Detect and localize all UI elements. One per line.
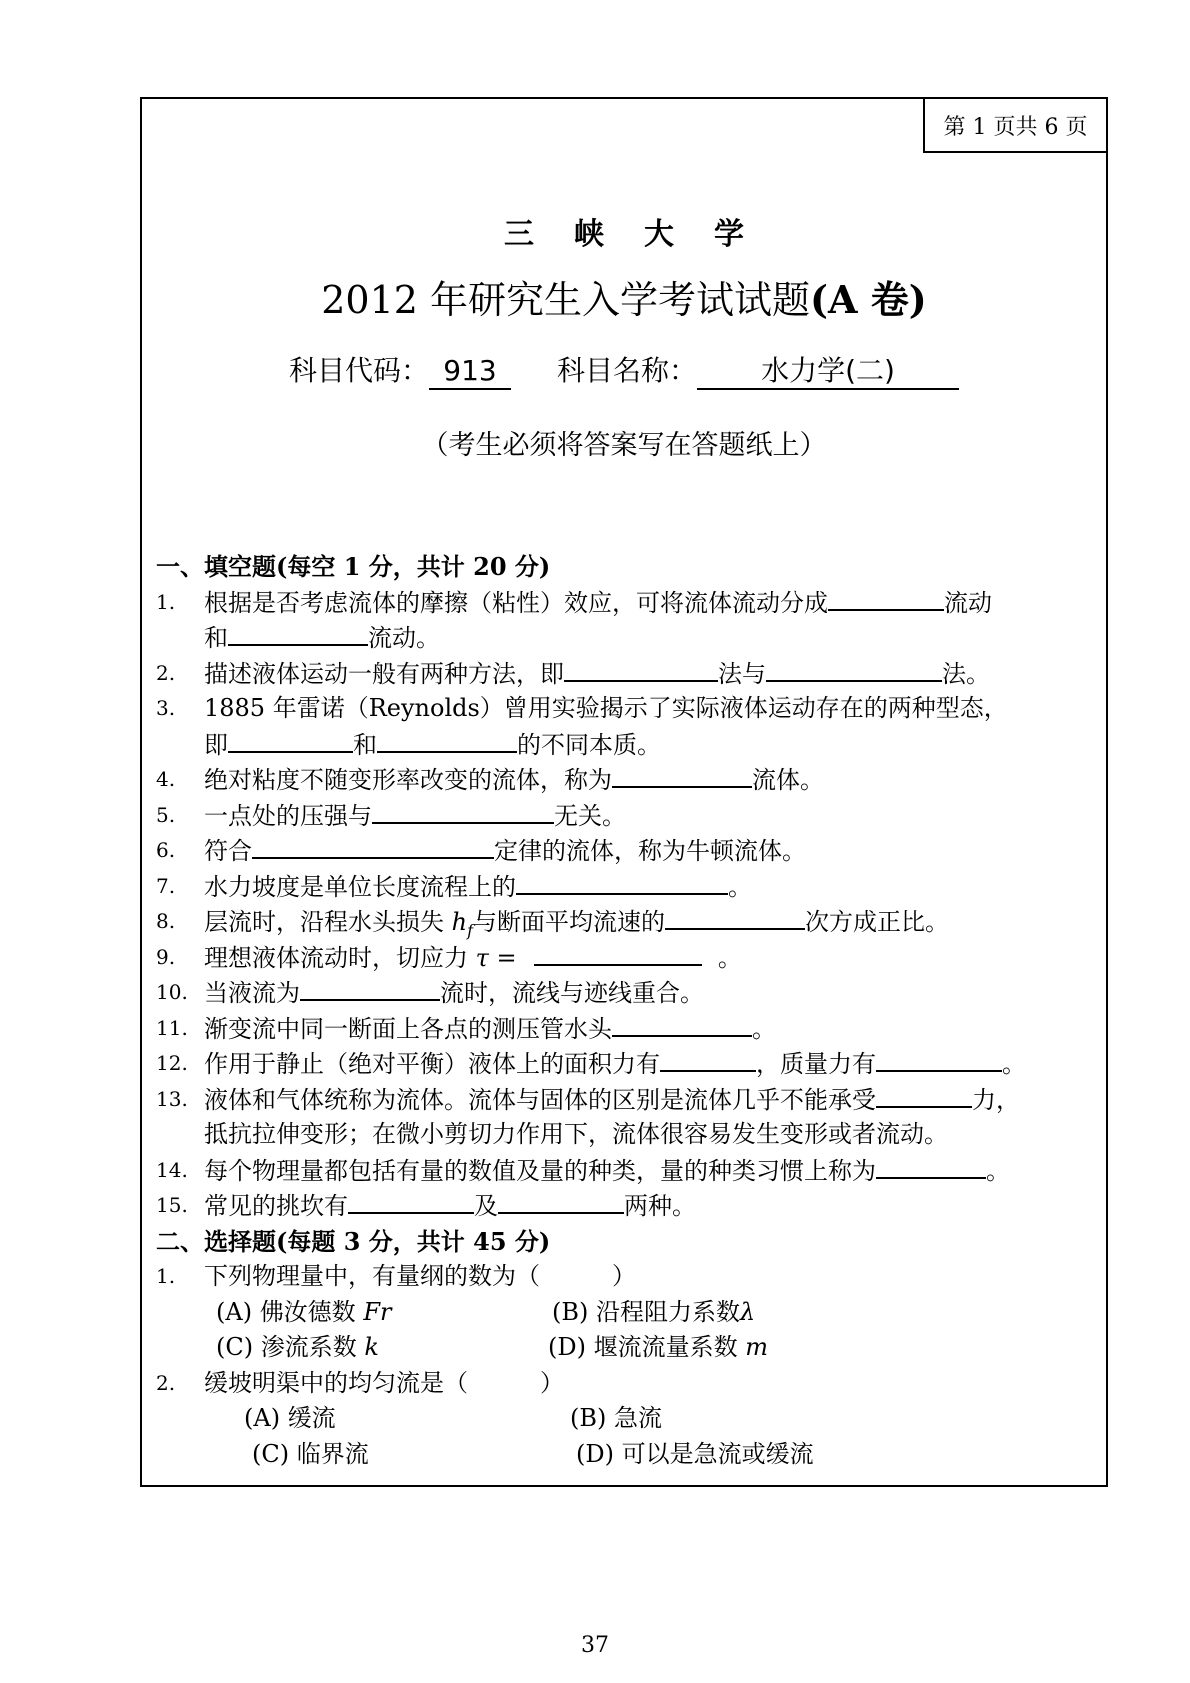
s1-q7 (156, 869, 1098, 905)
q-text: 抵抗拉伸变形；在微小剪切力作用下，流体很容易发生变形或者流动。 (204, 1120, 948, 1148)
subject-line (142, 349, 1106, 390)
math-symbol: h (451, 908, 468, 936)
math-symbol: λ (740, 1297, 756, 1326)
q-text: 一点处的压强与 (204, 801, 372, 830)
s1-q6 (156, 833, 1098, 869)
s1-q1-cont (156, 620, 1098, 656)
questions (156, 549, 1098, 1472)
q-text: 与断面平均流速的 (473, 908, 666, 936)
q-number: 3. (156, 696, 176, 720)
option-d: (D) 可以是急流或缓流 (576, 1439, 814, 1468)
q-number: 2. (156, 1370, 176, 1395)
q-number: 15. (156, 1193, 188, 1217)
answer-blank (612, 1011, 752, 1037)
section1-title: 一、填空题(每空 1 分，共计 20 分) (156, 552, 551, 581)
page-indicator: 第 1 页共 6 页 (923, 97, 1108, 153)
answer-blank (534, 940, 702, 966)
q-text: 符合 (204, 837, 252, 865)
q-text: 即 (204, 730, 228, 759)
q-text: 1885 年雷诺（Reynolds）曾用实验揭示了实际液体运动存在的两种型态， (204, 694, 1008, 722)
s2-q1-options-cd (156, 1330, 1098, 1366)
option-text: (C) 渗流系数 (216, 1333, 365, 1361)
s1-q13 (156, 1082, 1098, 1118)
q-text: 。 (1002, 1050, 1026, 1078)
s2-q1-options-ab (156, 1295, 1098, 1331)
s1-q8 (156, 904, 1098, 940)
math-symbol: τ (475, 943, 489, 972)
answer-blank (876, 1153, 986, 1179)
answer-blank (228, 620, 368, 646)
s2-q1 (156, 1259, 1098, 1295)
q-text: 描述液体运动一般有两种方法，即 (204, 659, 564, 688)
answer-blank (766, 656, 942, 682)
q-number: 1. (156, 1264, 176, 1288)
university-name: 三峡大学 (504, 217, 784, 252)
answer-blank (876, 1082, 972, 1108)
option-b (552, 1295, 755, 1331)
q-text: 渐变流中同一断面上各点的测压管水头 (204, 1014, 612, 1043)
q-text: 。 (728, 872, 752, 901)
option-b: (B) 急流 (570, 1404, 662, 1432)
subject-name: 水力学(二) (697, 354, 959, 390)
q-text: 法与 (718, 659, 766, 688)
answer-blank (228, 727, 353, 753)
q-text: 水力坡度是单位长度流程上的 (204, 872, 516, 901)
q-text: ，质量力有 (756, 1050, 876, 1078)
answer-blank (300, 975, 440, 1001)
answer-blank (372, 798, 554, 824)
s1-q3 (156, 691, 1098, 727)
q-text: 定律的流体，称为牛顿流体。 (494, 837, 806, 865)
exam-title-suffix: (A 卷) (810, 277, 927, 322)
q-text: 及 (474, 1192, 498, 1220)
answer-blank (348, 1188, 474, 1214)
q-text: 作用于静止（绝对平衡）液体上的面积力有 (204, 1050, 660, 1078)
answer-blank (252, 833, 494, 859)
exam-title (142, 269, 1106, 324)
math-symbol: Fr (363, 1297, 392, 1326)
q-text: 和 (353, 730, 377, 759)
q-text: 。 (710, 943, 742, 972)
section2-title: 二、选择题(每题 3 分，共计 45 分) (156, 1226, 551, 1256)
s1-q3-cont (156, 727, 1098, 763)
option-d (548, 1330, 768, 1366)
answer-blank (498, 1188, 624, 1214)
q-text: 绝对粘度不随变形率改变的流体，称为 (204, 766, 612, 794)
s2-q2-options-ab (156, 1401, 1098, 1437)
answer-blank (660, 1046, 756, 1072)
q-text: 下列物理量中，有量纲的数为（ ） (204, 1262, 636, 1290)
q-text: 理想液体流动时，切应力 (204, 943, 476, 972)
q-text: 的不同本质。 (517, 730, 661, 759)
s1-q1 (156, 585, 1098, 621)
q-text: 流动 (944, 588, 992, 617)
s1-q4 (156, 762, 1098, 798)
q-number: 4. (156, 767, 176, 791)
option-c: (C) 临界流 (252, 1439, 369, 1468)
q-number: 7. (156, 873, 176, 898)
page-number: 37 (581, 1633, 609, 1658)
q-text: = (488, 943, 525, 972)
q-number: 12. (156, 1051, 188, 1075)
s1-q14 (156, 1153, 1098, 1189)
answer-blank (612, 762, 752, 788)
q-text: 当液流为 (204, 979, 300, 1007)
s2-q2 (156, 1366, 1098, 1402)
s1-q10 (156, 975, 1098, 1011)
q-number: 1. (156, 589, 176, 614)
q-text: 流体。 (752, 766, 824, 794)
q-text: 次方成正比。 (805, 908, 950, 936)
s1-q5 (156, 798, 1098, 834)
subject-code: 913 (429, 354, 511, 390)
option-text: (D) 堰流流量系数 (548, 1333, 746, 1361)
option-a: (A) 缓流 (244, 1404, 336, 1432)
subject-code-label: 科目代码： (288, 354, 429, 387)
option-c (216, 1330, 379, 1366)
q-number: 11. (156, 1015, 188, 1040)
answer-blank (665, 904, 805, 930)
answer-blank (876, 1046, 1002, 1072)
q-number: 6. (156, 838, 176, 862)
math-symbol: m (745, 1333, 768, 1361)
option-text: (A) 佛汝德数 (216, 1297, 364, 1326)
q-text: 。 (752, 1014, 776, 1043)
s1-q9 (156, 940, 1098, 976)
answer-blank (377, 727, 517, 753)
math-subscript: f (467, 920, 474, 940)
q-text: 。 (986, 1156, 1010, 1185)
exam-frame (140, 97, 1108, 1487)
s2-q2-options-cd (156, 1437, 1098, 1473)
q-text: 每个物理量都包括有量的数值及量的种类，量的种类习惯上称为 (204, 1156, 876, 1185)
q-number: 14. (156, 1157, 188, 1182)
q-number: 5. (156, 802, 176, 827)
q-text: 流时，流线与迹线重合。 (440, 979, 704, 1007)
q-text: 常见的挑坎有 (204, 1192, 348, 1220)
answer-blank (516, 869, 728, 895)
q-number: 13. (156, 1086, 188, 1111)
math-symbol: k (364, 1333, 379, 1361)
q-number: 2. (156, 660, 176, 685)
q-text: 法。 (942, 659, 990, 688)
instruction-note: （考生必须将答案写在答题纸上） (421, 430, 827, 461)
q-text: 无关。 (554, 801, 626, 830)
subject-name-label: 科目名称： (557, 354, 698, 387)
s1-q13-cont (156, 1117, 1098, 1153)
q-text: 层流时，沿程水头损失 (204, 908, 452, 936)
q-text: 和 (204, 624, 228, 652)
q-text: 根据是否考虑流体的摩擦（粘性）效应，可将流体流动分成 (204, 588, 828, 617)
q-number: 9. (156, 944, 176, 969)
exam-title-main: 2012 年研究生入学考试试题 (321, 278, 811, 322)
s1-q11 (156, 1011, 1098, 1047)
q-text: 力， (972, 1085, 1020, 1114)
q-text: 两种。 (624, 1192, 696, 1220)
q-text: 流动。 (368, 624, 440, 652)
s1-q12 (156, 1046, 1098, 1082)
option-text: (B) 沿程阻力系数 (552, 1297, 740, 1326)
q-text: 液体和气体统称为流体。流体与固体的区别是流体几乎不能承受 (204, 1085, 876, 1114)
q-number: 10. (156, 980, 188, 1004)
s1-q15 (156, 1188, 1098, 1224)
option-a (216, 1295, 391, 1331)
s1-q2 (156, 656, 1098, 692)
q-text: 缓坡明渠中的均匀流是（ ） (204, 1368, 564, 1397)
answer-blank (564, 656, 718, 682)
q-number: 8. (156, 909, 176, 933)
answer-blank (828, 585, 944, 611)
